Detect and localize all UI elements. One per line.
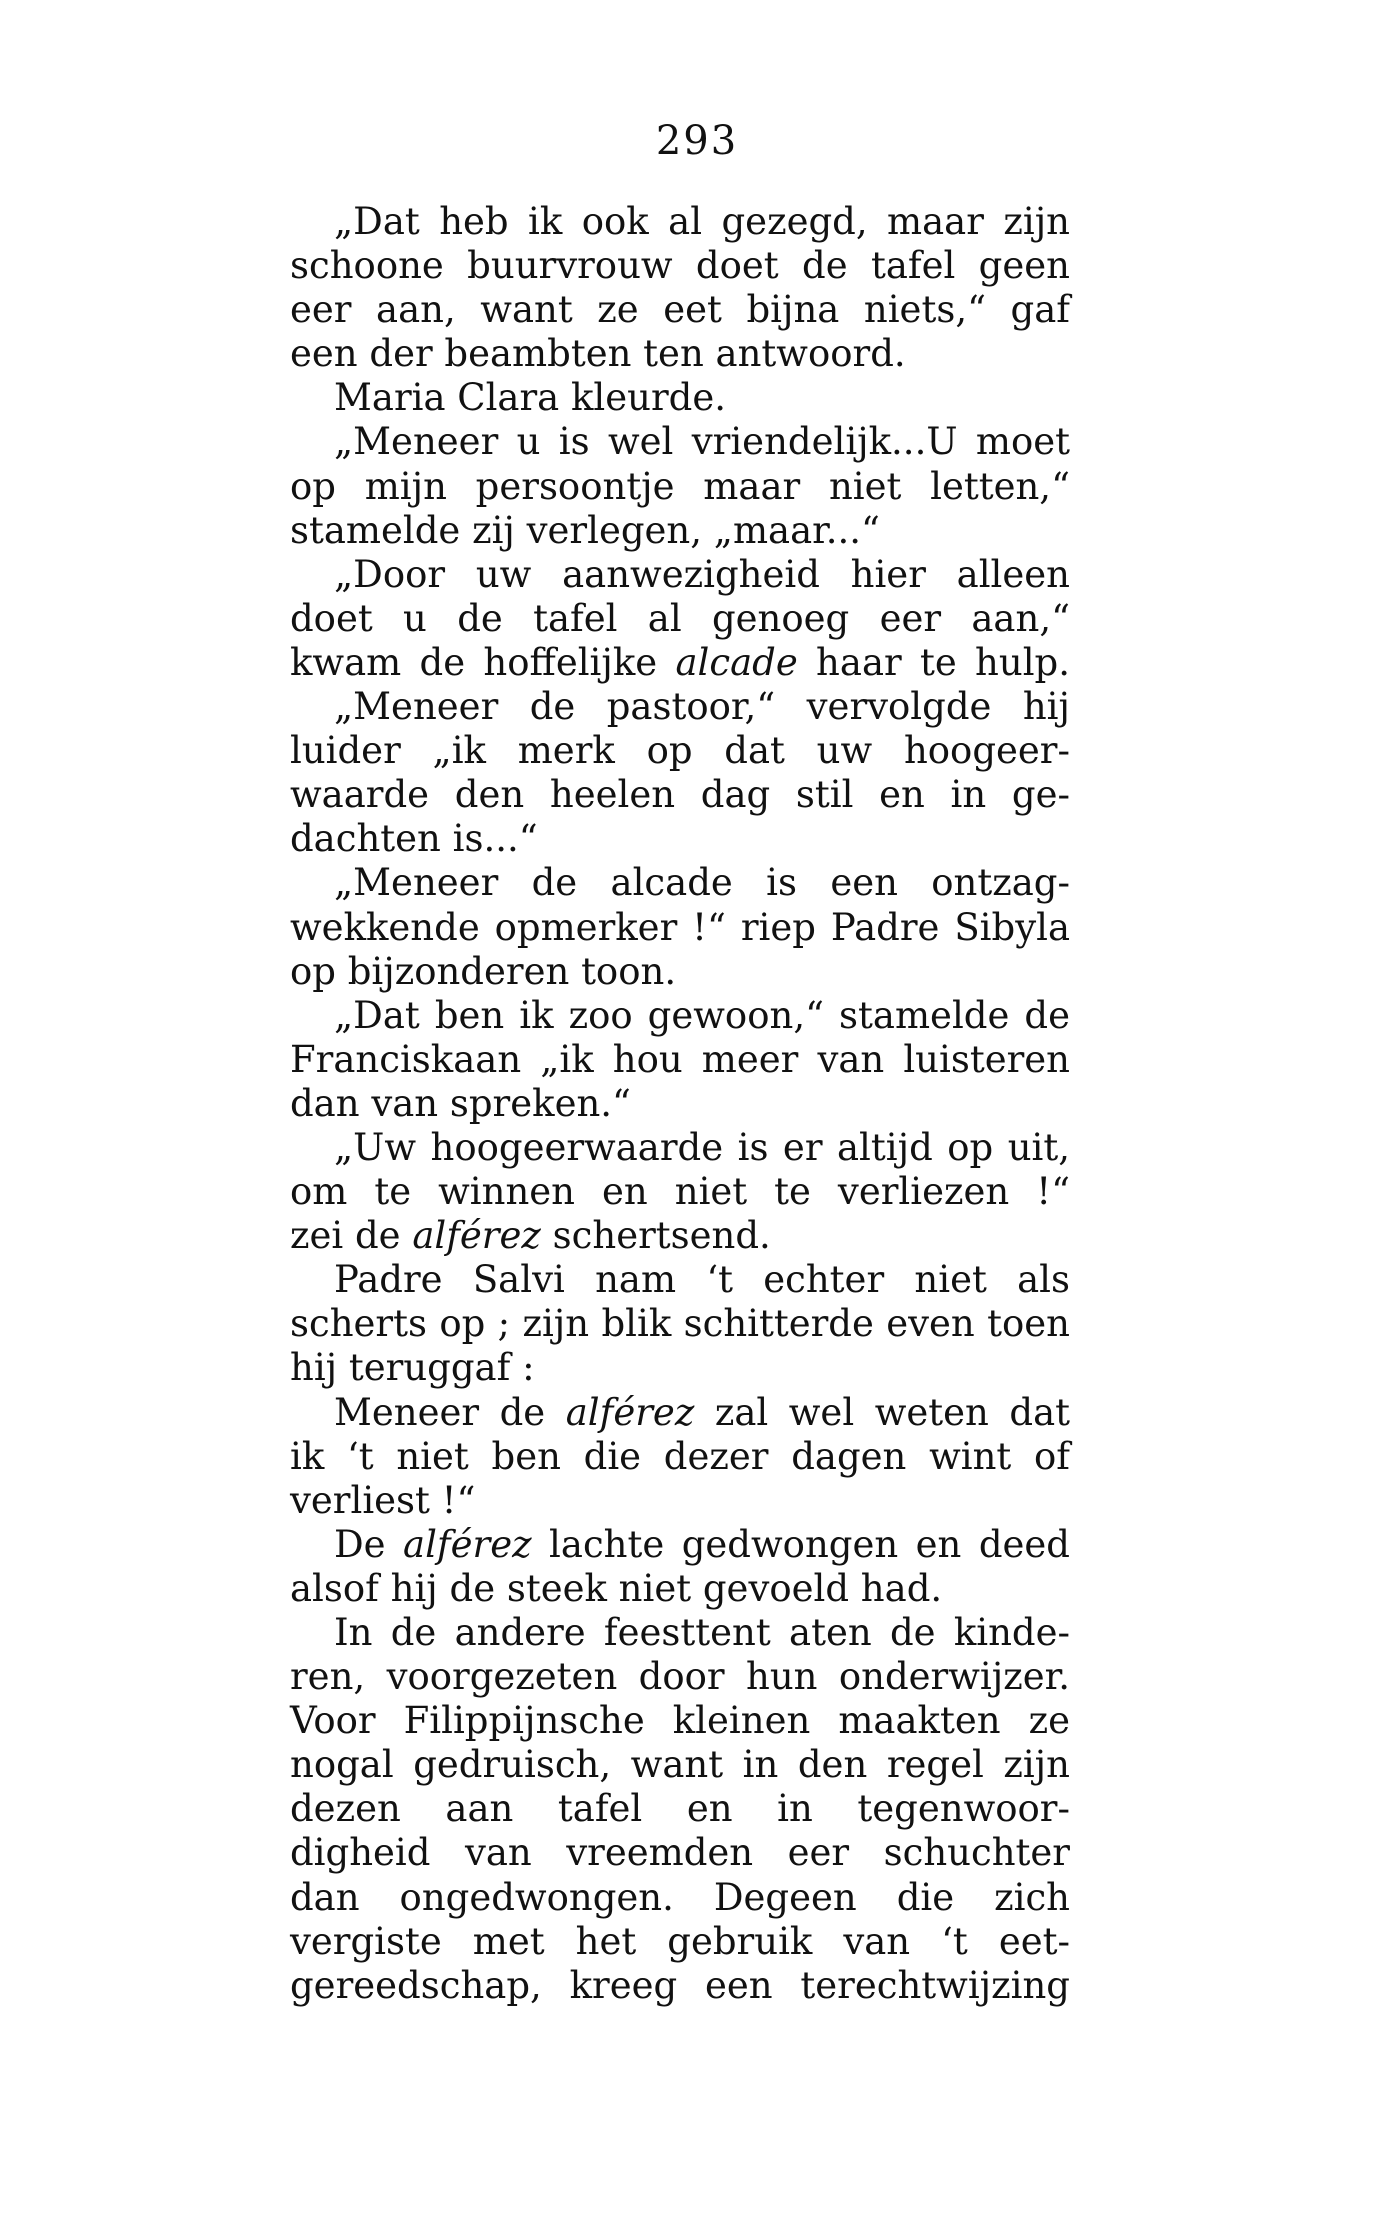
text-line	[290, 1258, 1070, 1302]
line-segment: nogal gedruisch, want in den regel zijn	[290, 1743, 1070, 1787]
line-segment: eer aan, want ze eet bijna niets,“ gaf	[290, 288, 1070, 332]
text-line	[290, 332, 1070, 376]
italic-term: alférez	[565, 1390, 695, 1434]
line-segment: ik ‘t niet ben die dezer dagen wint of	[290, 1434, 1070, 1478]
text-line	[290, 1964, 1070, 2008]
line-segment: schoone buurvrouw doet de tafel geen	[290, 244, 1070, 288]
text-line	[290, 1302, 1070, 1346]
line-segment: wekkende opmerker !“ riep Padre Sibyla	[290, 905, 1070, 949]
line-segment: „Door uw aanwezigheid hier alleen	[334, 552, 1070, 596]
text-line	[290, 1523, 1070, 1567]
line-segment: waarde den heelen dag stil en in ge-	[290, 773, 1070, 817]
line-segment: haar te hulp.	[797, 640, 1070, 684]
text-line	[290, 1920, 1070, 1964]
line-segment: scherts op ; zijn blik schitterde even toen	[290, 1302, 1070, 1346]
text-line	[290, 1126, 1070, 1170]
line-segment: dezen aan tafel en in tegenwoor-	[290, 1787, 1070, 1831]
text-line	[290, 817, 1070, 861]
text-line	[290, 1082, 1070, 1126]
text-line	[290, 685, 1070, 729]
line-segment: „Dat heb ik ook al gezegd, maar zijn	[334, 200, 1070, 243]
line-segment: Meneer de	[334, 1390, 566, 1434]
line-segment: De	[334, 1522, 404, 1566]
line-segment: „Dat ben ik zoo gewoon,“ stamelde de	[334, 993, 1070, 1037]
line-segment: dan van spreken.“	[290, 1081, 631, 1125]
text-line	[290, 1611, 1070, 1655]
line-segment: „Uw hoogeerwaarde is er altijd op uit,	[334, 1125, 1070, 1169]
line-segment: digheid van vreemden eer schuchter	[290, 1831, 1070, 1875]
body-text	[290, 200, 1070, 2008]
line-segment: Padre Salvi nam ‘t echter niet als	[334, 1258, 1070, 1302]
text-line	[290, 553, 1070, 597]
line-segment: zal wel weten dat	[694, 1390, 1071, 1434]
line-segment: „Meneer de alcade is een ontzag-	[334, 861, 1070, 905]
line-segment: stamelde zij verlegen, „maar...“	[290, 508, 880, 552]
text-line	[290, 200, 1070, 244]
text-line	[290, 597, 1070, 641]
text-line	[290, 1214, 1070, 1258]
line-segment: een der beambten ten antwoord.	[290, 332, 906, 376]
line-segment: schertsend.	[540, 1214, 771, 1258]
text-line	[290, 1567, 1070, 1611]
text-line	[290, 641, 1070, 685]
line-segment: verliest !“	[290, 1478, 476, 1522]
text-line	[290, 1876, 1070, 1920]
text-line	[290, 773, 1070, 817]
text-line	[290, 1391, 1070, 1435]
line-segment: om te winnen en niet te verliezen !“	[290, 1170, 1070, 1214]
line-segment: Maria Clara kleurde.	[334, 376, 727, 420]
text-line	[290, 376, 1070, 420]
line-segment: dan ongedwongen. Degeen die zich	[290, 1875, 1070, 1919]
italic-term: alcade	[675, 640, 798, 684]
text-line	[290, 729, 1070, 773]
line-segment: „Meneer u is wel vriendelijk...U moet	[334, 420, 1070, 464]
line-segment: dachten is...“	[290, 817, 538, 861]
text-line	[290, 465, 1070, 509]
line-segment: kwam de hoffelijke	[290, 640, 676, 684]
text-line	[290, 1699, 1070, 1743]
line-segment: op mijn persoontje maar niet letten,“	[290, 464, 1070, 508]
text-line	[290, 1435, 1070, 1479]
line-segment: op bijzonderen toon.	[290, 949, 677, 993]
text-line	[290, 244, 1070, 288]
text-line	[290, 1655, 1070, 1699]
text-line	[290, 861, 1070, 905]
page-number: 293	[655, 118, 739, 164]
italic-term: alférez	[412, 1214, 541, 1258]
text-line	[290, 1787, 1070, 1831]
text-line	[290, 1346, 1070, 1390]
line-segment: alsof hij de steek niet gevoeld had.	[290, 1566, 943, 1610]
line-segment: ren, voorgezeten door hun onderwijzer.	[290, 1655, 1070, 1699]
line-segment: Voor Filippijnsche kleinen maakten ze	[290, 1699, 1070, 1743]
line-segment: lachte gedwongen en deed	[531, 1522, 1070, 1566]
text-line	[290, 1479, 1070, 1523]
text-line	[290, 1170, 1070, 1214]
text-line	[290, 950, 1070, 994]
line-segment: zei de	[290, 1214, 413, 1258]
text-line	[290, 1831, 1070, 1875]
line-segment: In de andere feesttent aten de kinde-	[334, 1611, 1070, 1654]
text-line	[290, 906, 1070, 950]
text-line	[290, 994, 1070, 1038]
line-segment: vergiste met het gebruik van ‘t eet-	[290, 1919, 1070, 1963]
line-segment: hij teruggaf :	[290, 1346, 535, 1390]
text-line	[290, 1743, 1070, 1787]
text-line	[290, 509, 1070, 553]
line-segment: gereedschap, kreeg een terechtwijzing	[290, 1963, 1070, 2007]
text-line	[290, 1038, 1070, 1082]
line-segment: doet u de tafel al genoeg eer aan,“	[290, 596, 1070, 640]
text-line	[290, 288, 1070, 332]
italic-term: alférez	[403, 1522, 532, 1566]
line-segment: „Meneer de pastoor,“ vervolgde hij	[334, 685, 1070, 729]
line-segment: luider „ik merk op dat uw hoogeer-	[290, 729, 1070, 773]
text-line	[290, 420, 1070, 464]
line-segment: Franciskaan „ik hou meer van luisteren	[290, 1037, 1070, 1081]
